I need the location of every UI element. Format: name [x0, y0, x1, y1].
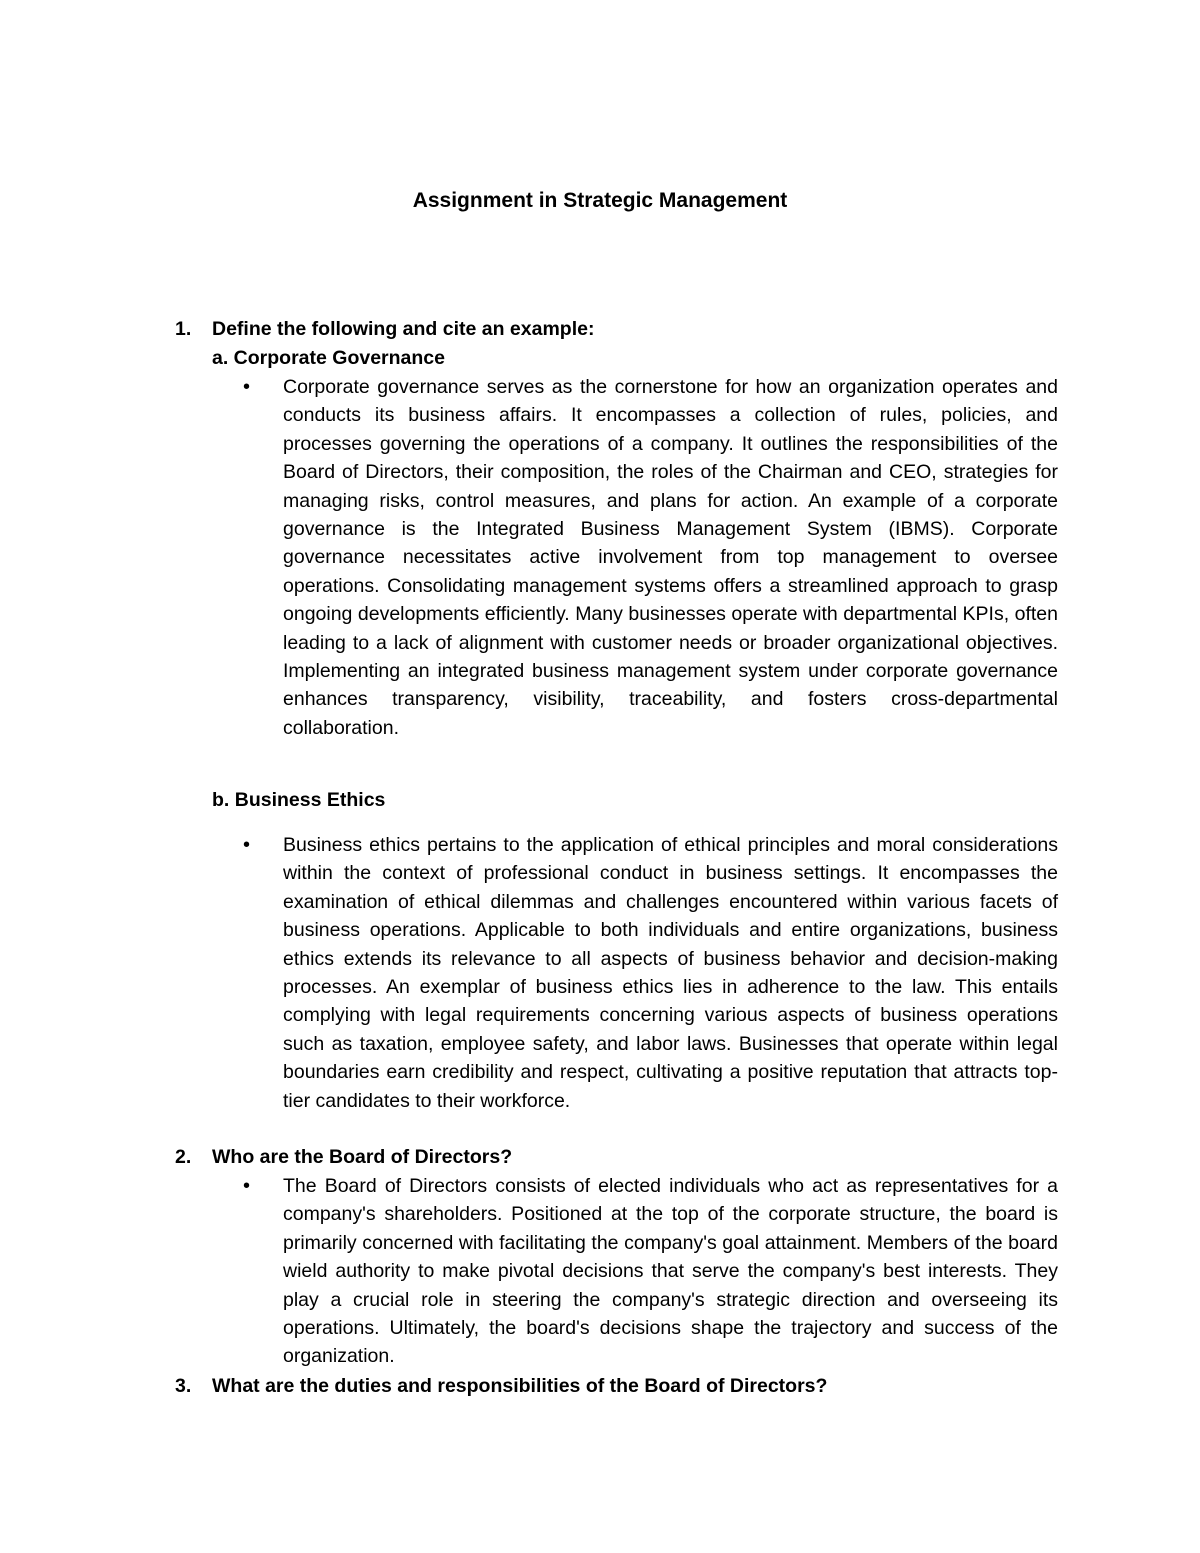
question-1-number: 1. — [175, 318, 192, 340]
question-2-number: 2. — [175, 1146, 192, 1168]
question-2-text: Who are the Board of Directors? — [212, 1146, 513, 1168]
question-3-text: What are the duties and responsibilities of the Board of Directors? — [212, 1375, 828, 1397]
question-1-text: Define the following and cite an example: — [212, 318, 595, 340]
question-3-heading — [175, 1372, 827, 1400]
bullet-icon: • — [243, 376, 251, 398]
corporate-governance-paragraph: Corporate governance serves as the cornerstone for how an organization operates and conducts its business affairs. It encompasses a collection of rules, policies, and processes governing the operations of a company. It outlines the responsibilities of the Board of Directors, their composition, the roles of the Chairman and CEO, strategies for managing risks, control measures, and plans for action. An example of a corporate governance is the Integrated Business Management System (IBMS). Corporate governance necessitates active involvement from top management to oversee operations. Consolidating management systems offers a streamlined approach to grasp ongoing developments efficiently. Many businesses operate with departmental KPIs, often leading to a lack of alignment with customer needs or broader organizational objectives. Implementing an integrated business management system under corporate governance enhances transparency, visibility, traceability, and fosters cross-departmental collaboration. — [283, 376, 1058, 739]
section-business-ethics-heading: b. Business Ethics — [212, 789, 386, 811]
section-corporate-governance-heading: a. Corporate Governance — [212, 347, 445, 369]
question-1-heading — [175, 315, 594, 343]
bullet-icon: • — [243, 1175, 251, 1197]
document-title: Assignment in Strategic Management — [412, 189, 788, 212]
question-3-number: 3. — [175, 1375, 192, 1397]
question-2-heading — [175, 1143, 512, 1171]
business-ethics-paragraph: Business ethics pertains to the application of ethical principles and moral considerations within the context of professional conduct in business settings. It encompasses the examination of ethical dilemmas and challenges encountered within various facets of business operations. Applicable to both individuals and entire organizations, business ethics extends its relevance to all aspects of business behavior and decision-making processes. An exemplar of business ethics lies in adherence to the law. This entails complying with legal requirements concerning various aspects of business operations such as taxation, employee safety, and labor laws. Businesses that operate within legal boundaries earn credibility and respect, cultivating a positive reputation that attracts top-tier candidates to their workforce. — [283, 834, 1058, 1112]
bullet-icon: • — [243, 834, 251, 856]
board-of-directors-paragraph: The Board of Directors consists of elected individuals who act as representatives for a company's shareholders. Positioned at the top of the corporate structure, the board is primarily concerned with facilitating the company's goal attainment. Members of the board wield authority to make pivotal decisions that serve the company's best interests. They play a crucial role in steering the company's strategic direction and overseeing its operations. Ultimately, the board's decisions shape the trajectory and success of the organization. — [283, 1175, 1058, 1368]
